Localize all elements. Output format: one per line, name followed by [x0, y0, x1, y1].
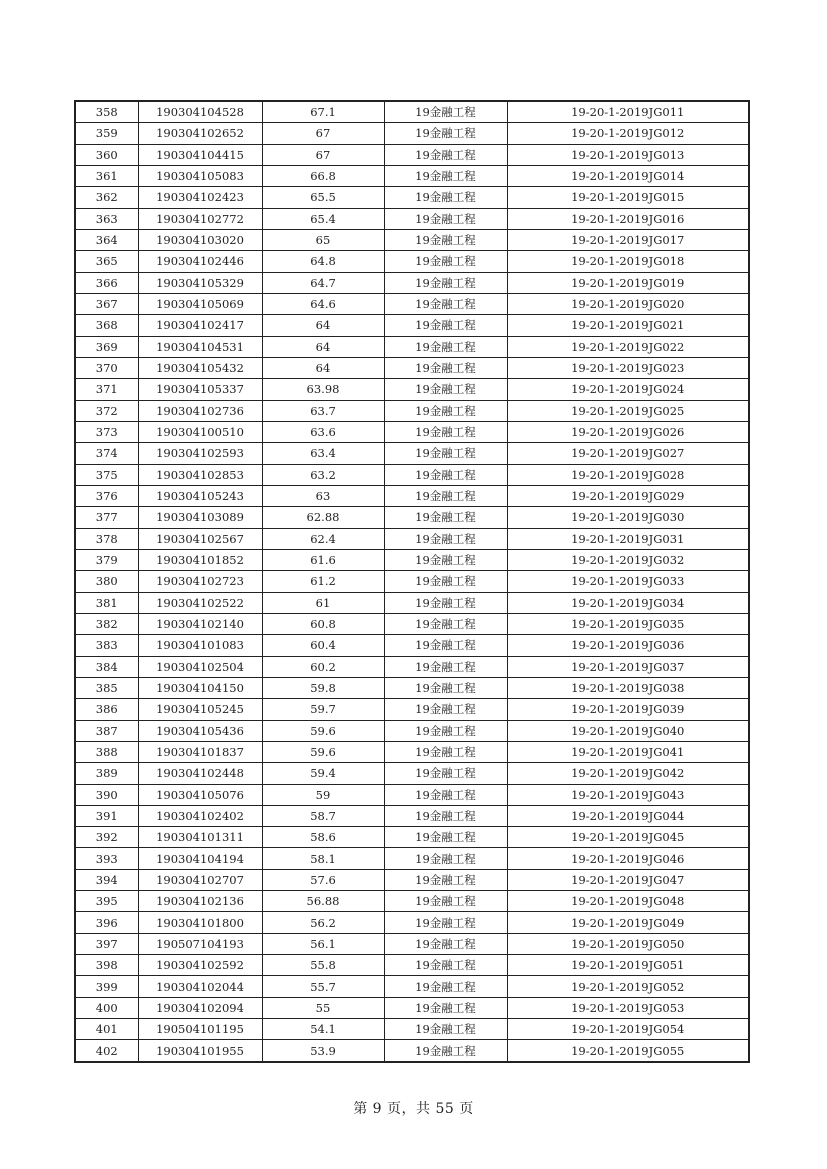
class-name-cell: 19金融工程 — [384, 891, 507, 912]
student-id-cell: 190304101955 — [138, 1040, 262, 1062]
class-name-cell: 19金融工程 — [384, 464, 507, 485]
row-index-cell: 359 — [75, 123, 138, 144]
certificate-code-cell: 19-20-1-2019JG035 — [507, 613, 749, 634]
row-index-cell: 375 — [75, 464, 138, 485]
row-index-cell: 389 — [75, 763, 138, 784]
table-row — [75, 208, 749, 229]
score-cell: 57.6 — [262, 869, 384, 890]
table-row — [75, 592, 749, 613]
row-index-cell: 361 — [75, 165, 138, 186]
table-row — [75, 165, 749, 186]
certificate-code-cell: 19-20-1-2019JG051 — [507, 955, 749, 976]
row-index-cell: 372 — [75, 400, 138, 421]
row-index-cell: 363 — [75, 208, 138, 229]
student-id-cell: 190504101195 — [138, 1019, 262, 1040]
table-row — [75, 891, 749, 912]
row-index-cell: 377 — [75, 507, 138, 528]
student-id-cell: 190304104528 — [138, 101, 262, 123]
row-index-cell: 373 — [75, 421, 138, 442]
class-name-cell: 19金融工程 — [384, 699, 507, 720]
table-row — [75, 528, 749, 549]
class-name-cell: 19金融工程 — [384, 485, 507, 506]
student-id-cell: 190304105243 — [138, 485, 262, 506]
student-id-cell: 190304102707 — [138, 869, 262, 890]
row-index-cell: 382 — [75, 613, 138, 634]
certificate-code-cell: 19-20-1-2019JG011 — [507, 101, 749, 123]
certificate-code-cell: 19-20-1-2019JG014 — [507, 165, 749, 186]
student-id-cell: 190304104150 — [138, 677, 262, 698]
row-index-cell: 390 — [75, 784, 138, 805]
row-index-cell: 392 — [75, 827, 138, 848]
table-row — [75, 763, 749, 784]
table-row — [75, 997, 749, 1018]
student-id-cell: 190304102136 — [138, 891, 262, 912]
score-cell: 62.88 — [262, 507, 384, 528]
student-id-cell: 190304102723 — [138, 571, 262, 592]
certificate-code-cell: 19-20-1-2019JG021 — [507, 315, 749, 336]
table-row — [75, 251, 749, 272]
certificate-code-cell: 19-20-1-2019JG018 — [507, 251, 749, 272]
certificate-code-cell: 19-20-1-2019JG048 — [507, 891, 749, 912]
score-cell: 62.4 — [262, 528, 384, 549]
certificate-code-cell: 19-20-1-2019JG027 — [507, 443, 749, 464]
certificate-code-cell: 19-20-1-2019JG040 — [507, 720, 749, 741]
student-id-cell: 190507104193 — [138, 933, 262, 954]
table-row — [75, 101, 749, 123]
table-row — [75, 976, 749, 997]
class-name-cell: 19金融工程 — [384, 933, 507, 954]
student-id-cell: 190304102417 — [138, 315, 262, 336]
certificate-code-cell: 19-20-1-2019JG042 — [507, 763, 749, 784]
student-id-cell: 190304102448 — [138, 763, 262, 784]
student-id-cell: 190304105432 — [138, 357, 262, 378]
certificate-code-cell: 19-20-1-2019JG032 — [507, 549, 749, 570]
row-index-cell: 391 — [75, 805, 138, 826]
certificate-code-cell: 19-20-1-2019JG036 — [507, 635, 749, 656]
student-id-cell: 190304102652 — [138, 123, 262, 144]
class-name-cell: 19金融工程 — [384, 251, 507, 272]
table-row — [75, 912, 749, 933]
table-row — [75, 187, 749, 208]
class-name-cell: 19金融工程 — [384, 208, 507, 229]
certificate-code-cell: 19-20-1-2019JG026 — [507, 421, 749, 442]
score-cell: 55 — [262, 997, 384, 1018]
row-index-cell: 367 — [75, 293, 138, 314]
score-cell: 60.2 — [262, 656, 384, 677]
table-row — [75, 229, 749, 250]
certificate-code-cell: 19-20-1-2019JG017 — [507, 229, 749, 250]
score-cell: 64 — [262, 336, 384, 357]
certificate-code-cell: 19-20-1-2019JG043 — [507, 784, 749, 805]
certificate-code-cell: 19-20-1-2019JG033 — [507, 571, 749, 592]
certificate-code-cell: 19-20-1-2019JG031 — [507, 528, 749, 549]
score-cell: 63.4 — [262, 443, 384, 464]
class-name-cell: 19金融工程 — [384, 635, 507, 656]
certificate-code-cell: 19-20-1-2019JG029 — [507, 485, 749, 506]
student-id-cell: 190304102423 — [138, 187, 262, 208]
certificate-code-cell: 19-20-1-2019JG045 — [507, 827, 749, 848]
table-row — [75, 549, 749, 570]
certificate-code-cell: 19-20-1-2019JG015 — [507, 187, 749, 208]
table-row — [75, 784, 749, 805]
table-row — [75, 144, 749, 165]
table-row — [75, 656, 749, 677]
class-name-cell: 19金融工程 — [384, 848, 507, 869]
class-name-cell: 19金融工程 — [384, 997, 507, 1018]
certificate-code-cell: 19-20-1-2019JG039 — [507, 699, 749, 720]
certificate-code-cell: 19-20-1-2019JG019 — [507, 272, 749, 293]
table-row — [75, 805, 749, 826]
class-name-cell: 19金融工程 — [384, 123, 507, 144]
certificate-code-cell: 19-20-1-2019JG046 — [507, 848, 749, 869]
student-id-cell: 190304101311 — [138, 827, 262, 848]
row-index-cell: 369 — [75, 336, 138, 357]
class-name-cell: 19金融工程 — [384, 784, 507, 805]
student-id-cell: 190304102140 — [138, 613, 262, 634]
student-id-cell: 190304104531 — [138, 336, 262, 357]
class-name-cell: 19金融工程 — [384, 357, 507, 378]
certificate-code-cell: 19-20-1-2019JG052 — [507, 976, 749, 997]
table-row — [75, 336, 749, 357]
certificate-code-cell: 19-20-1-2019JG020 — [507, 293, 749, 314]
student-id-cell: 190304102504 — [138, 656, 262, 677]
certificate-code-cell: 19-20-1-2019JG044 — [507, 805, 749, 826]
row-index-cell: 387 — [75, 720, 138, 741]
class-name-cell: 19金融工程 — [384, 592, 507, 613]
score-cell: 59.4 — [262, 763, 384, 784]
score-cell: 60.4 — [262, 635, 384, 656]
table-row — [75, 293, 749, 314]
student-id-cell: 190304102593 — [138, 443, 262, 464]
certificate-code-cell: 19-20-1-2019JG034 — [507, 592, 749, 613]
class-name-cell: 19金融工程 — [384, 613, 507, 634]
score-cell: 56.1 — [262, 933, 384, 954]
score-cell: 56.2 — [262, 912, 384, 933]
certificate-code-cell: 19-20-1-2019JG030 — [507, 507, 749, 528]
student-id-cell: 190304105076 — [138, 784, 262, 805]
student-id-cell: 190304105083 — [138, 165, 262, 186]
score-cell: 63.2 — [262, 464, 384, 485]
row-index-cell: 386 — [75, 699, 138, 720]
score-cell: 67 — [262, 144, 384, 165]
student-id-cell: 190304100510 — [138, 421, 262, 442]
class-name-cell: 19金融工程 — [384, 976, 507, 997]
table-row — [75, 400, 749, 421]
table-row — [75, 741, 749, 762]
score-cell: 67 — [262, 123, 384, 144]
score-cell: 64.8 — [262, 251, 384, 272]
table-row — [75, 635, 749, 656]
class-name-cell: 19金融工程 — [384, 315, 507, 336]
row-index-cell: 402 — [75, 1040, 138, 1062]
score-cell: 55.8 — [262, 955, 384, 976]
score-cell: 61.6 — [262, 549, 384, 570]
score-cell: 63.7 — [262, 400, 384, 421]
table-row — [75, 699, 749, 720]
page-number-footer: 第 9 页，共 55 页 — [353, 1101, 474, 1117]
score-cell: 59.6 — [262, 741, 384, 762]
row-index-cell: 397 — [75, 933, 138, 954]
row-index-cell: 381 — [75, 592, 138, 613]
table-row — [75, 421, 749, 442]
score-cell: 63.6 — [262, 421, 384, 442]
score-cell: 58.6 — [262, 827, 384, 848]
row-index-cell: 396 — [75, 912, 138, 933]
table-body — [75, 101, 749, 1062]
student-id-cell: 190304101852 — [138, 549, 262, 570]
row-index-cell: 368 — [75, 315, 138, 336]
student-id-cell: 190304101800 — [138, 912, 262, 933]
class-name-cell: 19金融工程 — [384, 528, 507, 549]
certificate-code-cell: 19-20-1-2019JG025 — [507, 400, 749, 421]
student-id-cell: 190304103089 — [138, 507, 262, 528]
certificate-code-cell: 19-20-1-2019JG050 — [507, 933, 749, 954]
table-row — [75, 827, 749, 848]
table-row — [75, 357, 749, 378]
table-row — [75, 123, 749, 144]
class-name-cell: 19金融工程 — [384, 677, 507, 698]
student-id-cell: 190304102446 — [138, 251, 262, 272]
row-index-cell: 394 — [75, 869, 138, 890]
table-row — [75, 507, 749, 528]
score-cell: 59.8 — [262, 677, 384, 698]
table-row — [75, 869, 749, 890]
certificate-code-cell: 19-20-1-2019JG049 — [507, 912, 749, 933]
score-cell: 59.7 — [262, 699, 384, 720]
student-id-cell: 190304101083 — [138, 635, 262, 656]
class-name-cell: 19金融工程 — [384, 1040, 507, 1062]
row-index-cell: 362 — [75, 187, 138, 208]
class-name-cell: 19金融工程 — [384, 400, 507, 421]
score-cell: 67.1 — [262, 101, 384, 123]
table-row — [75, 677, 749, 698]
student-id-cell: 190304102592 — [138, 955, 262, 976]
certificate-code-cell: 19-20-1-2019JG024 — [507, 379, 749, 400]
class-name-cell: 19金融工程 — [384, 1019, 507, 1040]
class-name-cell: 19金融工程 — [384, 656, 507, 677]
class-name-cell: 19金融工程 — [384, 507, 507, 528]
row-index-cell: 370 — [75, 357, 138, 378]
student-id-cell: 190304105245 — [138, 699, 262, 720]
certificate-code-cell: 19-20-1-2019JG053 — [507, 997, 749, 1018]
class-name-cell: 19金融工程 — [384, 763, 507, 784]
table-row — [75, 485, 749, 506]
table-row — [75, 848, 749, 869]
student-id-cell: 190304104194 — [138, 848, 262, 869]
score-cell: 63 — [262, 485, 384, 506]
certificate-code-cell: 19-20-1-2019JG038 — [507, 677, 749, 698]
score-cell: 65.4 — [262, 208, 384, 229]
row-index-cell: 401 — [75, 1019, 138, 1040]
class-name-cell: 19金融工程 — [384, 187, 507, 208]
class-name-cell: 19金融工程 — [384, 869, 507, 890]
score-cell: 65.5 — [262, 187, 384, 208]
class-name-cell: 19金融工程 — [384, 571, 507, 592]
certificate-code-cell: 19-20-1-2019JG016 — [507, 208, 749, 229]
row-index-cell: 398 — [75, 955, 138, 976]
certificate-code-cell: 19-20-1-2019JG047 — [507, 869, 749, 890]
row-index-cell: 395 — [75, 891, 138, 912]
class-name-cell: 19金融工程 — [384, 379, 507, 400]
score-cell: 65 — [262, 229, 384, 250]
student-id-cell: 190304102736 — [138, 400, 262, 421]
score-cell: 59 — [262, 784, 384, 805]
certificate-code-cell: 19-20-1-2019JG013 — [507, 144, 749, 165]
score-cell: 55.7 — [262, 976, 384, 997]
class-name-cell: 19金融工程 — [384, 229, 507, 250]
certificate-code-cell: 19-20-1-2019JG012 — [507, 123, 749, 144]
table-row — [75, 272, 749, 293]
student-id-cell: 190304104415 — [138, 144, 262, 165]
student-id-cell: 190304105436 — [138, 720, 262, 741]
table-row — [75, 933, 749, 954]
class-name-cell: 19金融工程 — [384, 741, 507, 762]
class-name-cell: 19金融工程 — [384, 955, 507, 976]
score-table — [74, 100, 750, 1063]
class-name-cell: 19金融工程 — [384, 293, 507, 314]
table-row — [75, 720, 749, 741]
class-name-cell: 19金融工程 — [384, 272, 507, 293]
score-cell: 61 — [262, 592, 384, 613]
certificate-code-cell: 19-20-1-2019JG028 — [507, 464, 749, 485]
class-name-cell: 19金融工程 — [384, 443, 507, 464]
table-row — [75, 1040, 749, 1062]
row-index-cell: 379 — [75, 549, 138, 570]
student-id-cell: 190304101837 — [138, 741, 262, 762]
class-name-cell: 19金融工程 — [384, 827, 507, 848]
certificate-code-cell: 19-20-1-2019JG023 — [507, 357, 749, 378]
class-name-cell: 19金融工程 — [384, 912, 507, 933]
score-cell: 54.1 — [262, 1019, 384, 1040]
class-name-cell: 19金融工程 — [384, 144, 507, 165]
table-row — [75, 955, 749, 976]
table-row — [75, 464, 749, 485]
class-name-cell: 19金融工程 — [384, 549, 507, 570]
table-row — [75, 315, 749, 336]
table-row — [75, 443, 749, 464]
class-name-cell: 19金融工程 — [384, 720, 507, 741]
score-cell: 58.7 — [262, 805, 384, 826]
row-index-cell: 360 — [75, 144, 138, 165]
certificate-code-cell: 19-20-1-2019JG037 — [507, 656, 749, 677]
score-cell: 64.7 — [262, 272, 384, 293]
score-cell: 64 — [262, 315, 384, 336]
certificate-code-cell: 19-20-1-2019JG055 — [507, 1040, 749, 1062]
student-id-cell: 190304105329 — [138, 272, 262, 293]
row-index-cell: 399 — [75, 976, 138, 997]
score-cell: 59.6 — [262, 720, 384, 741]
student-id-cell: 190304105069 — [138, 293, 262, 314]
student-id-cell: 190304105337 — [138, 379, 262, 400]
score-cell: 61.2 — [262, 571, 384, 592]
score-cell: 56.88 — [262, 891, 384, 912]
row-index-cell: 378 — [75, 528, 138, 549]
student-id-cell: 190304102567 — [138, 528, 262, 549]
table-row — [75, 379, 749, 400]
certificate-code-cell: 19-20-1-2019JG054 — [507, 1019, 749, 1040]
score-cell: 53.9 — [262, 1040, 384, 1062]
row-index-cell: 380 — [75, 571, 138, 592]
certificate-code-cell: 19-20-1-2019JG041 — [507, 741, 749, 762]
table-row — [75, 1019, 749, 1040]
row-index-cell: 358 — [75, 101, 138, 123]
score-cell: 66.8 — [262, 165, 384, 186]
score-cell: 64.6 — [262, 293, 384, 314]
score-cell: 63.98 — [262, 379, 384, 400]
row-index-cell: 393 — [75, 848, 138, 869]
row-index-cell: 366 — [75, 272, 138, 293]
student-id-cell: 190304102044 — [138, 976, 262, 997]
row-index-cell: 364 — [75, 229, 138, 250]
table-row — [75, 613, 749, 634]
class-name-cell: 19金融工程 — [384, 421, 507, 442]
score-cell: 64 — [262, 357, 384, 378]
student-id-cell: 190304102402 — [138, 805, 262, 826]
row-index-cell: 376 — [75, 485, 138, 506]
student-id-cell: 190304102522 — [138, 592, 262, 613]
class-name-cell: 19金融工程 — [384, 101, 507, 123]
student-id-cell: 190304103020 — [138, 229, 262, 250]
row-index-cell: 384 — [75, 656, 138, 677]
certificate-code-cell: 19-20-1-2019JG022 — [507, 336, 749, 357]
student-id-cell: 190304102853 — [138, 464, 262, 485]
score-cell: 58.1 — [262, 848, 384, 869]
row-index-cell: 365 — [75, 251, 138, 272]
score-cell: 60.8 — [262, 613, 384, 634]
row-index-cell: 374 — [75, 443, 138, 464]
row-index-cell: 383 — [75, 635, 138, 656]
student-id-cell: 190304102772 — [138, 208, 262, 229]
row-index-cell: 400 — [75, 997, 138, 1018]
row-index-cell: 385 — [75, 677, 138, 698]
table-row — [75, 571, 749, 592]
class-name-cell: 19金融工程 — [384, 805, 507, 826]
class-name-cell: 19金融工程 — [384, 165, 507, 186]
row-index-cell: 388 — [75, 741, 138, 762]
class-name-cell: 19金融工程 — [384, 336, 507, 357]
row-index-cell: 371 — [75, 379, 138, 400]
student-id-cell: 190304102094 — [138, 997, 262, 1018]
